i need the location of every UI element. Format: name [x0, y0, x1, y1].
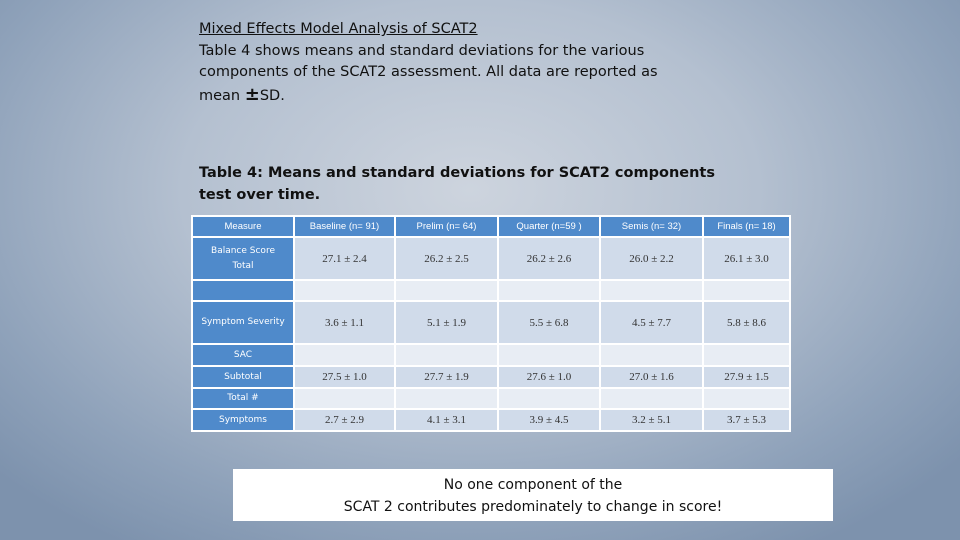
table-row [192, 301, 790, 344]
note-line-2: SCAT 2 contributes predominately to change in score! [343, 499, 723, 515]
table-cell: 5.8 ± 8.6 [703, 301, 790, 344]
note-line-1: No one component of the [443, 477, 623, 493]
table-row [192, 409, 790, 431]
table-cell [703, 280, 790, 301]
header-prelim: Prelim (n= 64) [395, 216, 498, 237]
row-label: Subtotal [192, 366, 294, 388]
intro-body: Table 4 shows means and standard deviations for the various components of the SCAT2 assessment. All data are reported as mean [199, 42, 658, 104]
row-label: SAC [192, 344, 294, 366]
table-cell: 27.7 ± 1.9 [395, 366, 498, 388]
table-cell: 27.9 ± 1.5 [703, 366, 790, 388]
table-row [192, 388, 790, 409]
table-cell: 2.7 ± 2.9 [294, 409, 395, 431]
table-cell [395, 344, 498, 366]
table-cell: 26.1 ± 3.0 [703, 237, 790, 280]
table-cell: 3.7 ± 5.3 [703, 409, 790, 431]
table-cell: 3.9 ± 4.5 [498, 409, 600, 431]
header-semis: Semis (n= 32) [600, 216, 703, 237]
section-title: Mixed Effects Model Analysis of SCAT2 [199, 21, 478, 37]
table-cell [498, 280, 600, 301]
table-row [192, 344, 790, 366]
table-cell [703, 344, 790, 366]
table-cell: 5.1 ± 1.9 [395, 301, 498, 344]
table-cell [294, 388, 395, 409]
header-baseline: Baseline (n= 91) [294, 216, 395, 237]
table-cell: 3.6 ± 1.1 [294, 301, 395, 344]
table-cell [600, 344, 703, 366]
table-cell [498, 388, 600, 409]
table-cell: 27.0 ± 1.6 [600, 366, 703, 388]
table-row [192, 237, 790, 280]
table-cell: 5.5 ± 6.8 [498, 301, 600, 344]
table-caption: Table 4: Means and standard deviations for SCAT2 components test over time. [199, 165, 715, 203]
table-cell [294, 280, 395, 301]
table-cell: 3.2 ± 5.1 [600, 409, 703, 431]
table-cell: 26.2 ± 2.6 [498, 237, 600, 280]
table-cell [600, 280, 703, 301]
table-cell: 26.2 ± 2.5 [395, 237, 498, 280]
table-cell [600, 388, 703, 409]
intro-text [199, 19, 679, 107]
row-label: Total # [192, 388, 294, 409]
table-cell [703, 388, 790, 409]
table-cell [395, 388, 498, 409]
conclusion-note [233, 469, 833, 521]
scat2-table [191, 215, 791, 432]
table-cell: 4.1 ± 3.1 [395, 409, 498, 431]
table-cell [498, 344, 600, 366]
table-cell [395, 280, 498, 301]
header-measure: Measure [192, 216, 294, 237]
table-cell: 26.0 ± 2.2 [600, 237, 703, 280]
table-cell: 4.5 ± 7.7 [600, 301, 703, 344]
table-cell: 27.6 ± 1.0 [498, 366, 600, 388]
table-row [192, 366, 790, 388]
row-label: Symptoms [192, 409, 294, 431]
table-cell [294, 344, 395, 366]
plus-minus-symbol: ± [244, 83, 260, 105]
header-quarter: Quarter (n=59 ) [498, 216, 600, 237]
row-label: Symptom Severity [192, 301, 294, 344]
table-header-row [192, 216, 790, 237]
table-cell: 27.1 ± 2.4 [294, 237, 395, 280]
table-row [192, 280, 790, 301]
table-cell: 27.5 ± 1.0 [294, 366, 395, 388]
row-label [192, 280, 294, 301]
intro-body-end: SD. [259, 87, 285, 104]
header-finals: Finals (n= 18) [703, 216, 790, 237]
row-label: Balance Score Total [192, 237, 294, 280]
